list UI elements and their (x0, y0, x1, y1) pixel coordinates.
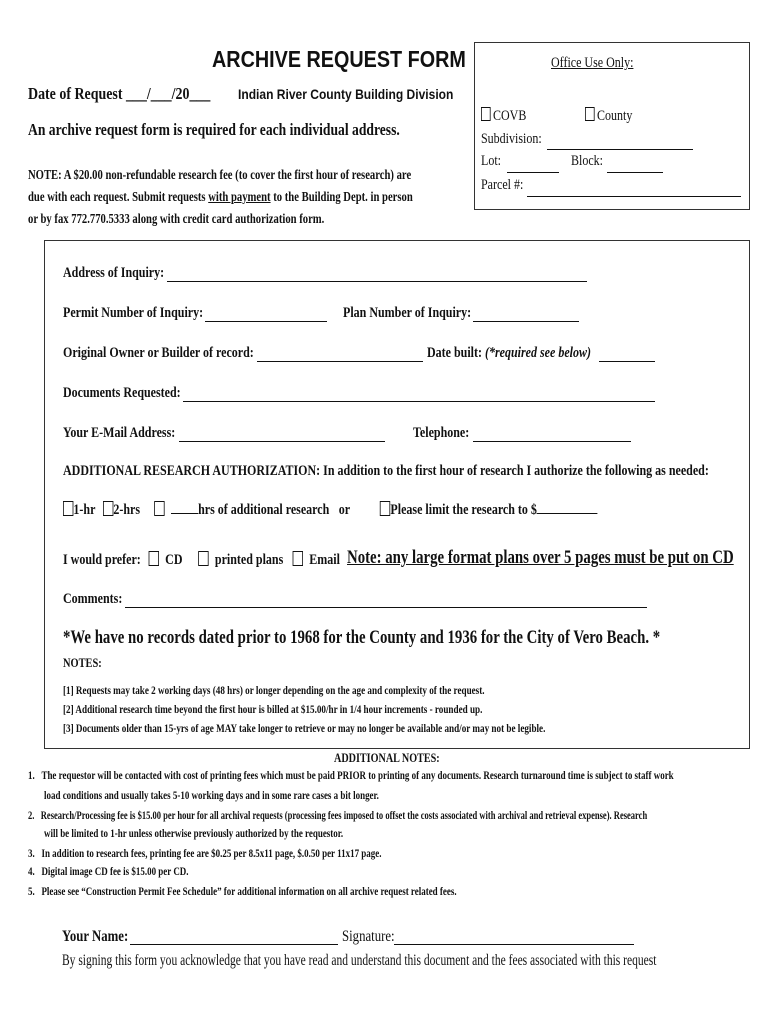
opt-1hr-checkbox[interactable] (63, 501, 73, 516)
lot-label: Lot: (481, 153, 501, 169)
date-built-label: Date built: (427, 345, 482, 361)
limit-amount-field[interactable] (537, 501, 598, 514)
additional-note-2 (28, 810, 770, 822)
note-number: 2. (28, 810, 35, 822)
telephone-label: Telephone: (413, 425, 470, 441)
note-line-2c: to the Building Dept. in person (270, 190, 413, 205)
additional-note-2-cont (44, 828, 428, 840)
subdivision-field[interactable] (547, 137, 693, 150)
additional-note-1 (28, 770, 770, 782)
date-built-field[interactable] (599, 349, 655, 362)
acknowledge-text: By signing this form you acknowledge that you have read and understand this document and the fees associated with this request (62, 952, 657, 969)
lot-field[interactable] (507, 160, 559, 173)
date-built-row (427, 345, 591, 362)
opt-2hrs-label: 2-hrs (113, 502, 141, 518)
block-label: Block: (571, 153, 603, 169)
owner-label: Original Owner or Builder of record: (63, 345, 254, 361)
additional-research-auth: ADDITIONAL RESEARCH AUTHORIZATION: In addition to the first hour of research I authorize the following as needed: (63, 463, 709, 479)
block-row (571, 153, 611, 170)
note-text: In addition to research fees, printing fee are $0.25 per 8.5x11 page, $.0.50 per 11x17 page. (41, 848, 382, 860)
covb-label: COVB (493, 108, 527, 124)
parcel-label: Parcel #: (481, 177, 524, 193)
division-name: Indian River County Building Division (238, 86, 454, 102)
note-line-3: or by fax 772.770.5333 along with credit card authorization form. (28, 212, 325, 227)
additional-note-3 (28, 848, 481, 860)
county-label: County (597, 108, 633, 124)
note-number: 3. (28, 848, 35, 860)
subdivision-label: Subdivision: (481, 131, 542, 147)
note-item: [3] Documents older than 15-yrs of age MAY take longer to retrieve or may no longer be available and/or may not be legible. (63, 721, 546, 735)
email-pref-label: Email (309, 552, 340, 568)
cd-label: CD (165, 552, 183, 568)
note-text: Digital image CD fee is $15.00 per CD. (41, 866, 189, 878)
note-text: The requestor will be contacted with cost of printing fees which must be paid PRIOR to printing of any documents. Research turnaround time is subject to staff work (41, 770, 674, 782)
prefer-label: I would prefer: (63, 552, 141, 568)
opt-2hrs-checkbox[interactable] (103, 501, 113, 516)
records-note: *We have no records dated prior to 1968 for the County and 1936 for the City of Vero Beach. * (63, 627, 661, 648)
lot-row (481, 153, 506, 170)
permit-field[interactable] (205, 309, 327, 322)
subdivision-row (481, 131, 557, 148)
note-item: [1] Requests may take 2 working days (48 hrs) or longer depending on the age and complexity of the request. (63, 683, 485, 697)
note-item: [2] Additional research time beyond the first hour is billed at $15.00/hr in 1/4 hour increments - rounded up. (63, 702, 483, 716)
opt-additional-label: hrs of additional research (198, 502, 330, 518)
signature-label: Signature: (342, 928, 395, 945)
address-field[interactable] (167, 269, 587, 282)
county-option[interactable] (585, 107, 632, 125)
limit-label: Please limit the research to $ (390, 502, 537, 518)
date-of-request: Date of Request ___/___/20___ (28, 84, 211, 103)
large-format-note: Note: any large format plans over 5 pages must be put on CD (347, 547, 734, 568)
note-line-2 (28, 190, 413, 206)
permit-label: Permit Number of Inquiry: (63, 305, 204, 321)
note-number: 1. (28, 770, 35, 782)
parcel-row (481, 177, 534, 194)
block-field[interactable] (607, 160, 663, 173)
office-use-box (474, 42, 750, 210)
limit-checkbox[interactable] (380, 501, 390, 516)
note-text: Please see “Construction Permit Fee Schedule” for additional information on all archive request related fees. (41, 886, 457, 898)
covb-checkbox[interactable] (481, 107, 491, 121)
form-title: ARCHIVE REQUEST FORM (212, 46, 466, 72)
owner-field[interactable] (257, 349, 423, 362)
note-number: 4. (28, 866, 35, 878)
plan-label: Plan Number of Inquiry: (343, 305, 472, 321)
additional-notes-title: ADDITIONAL NOTES: (334, 750, 440, 765)
note-with-payment: with payment (208, 190, 271, 205)
county-checkbox[interactable] (585, 107, 595, 121)
plan-field[interactable] (473, 309, 579, 322)
note-text: Research/Processing fee is $15.00 per hour for all archival requests (processing fees imposed to offset the costs associated with archival and retrieval expense). Research (40, 810, 648, 822)
address-label: Address of Inquiry: (63, 265, 165, 281)
comments-field[interactable] (125, 595, 647, 608)
printed-plans-label: printed plans (214, 552, 284, 568)
request-form-box (44, 240, 750, 749)
or-label: or (338, 502, 350, 518)
office-use-title: Office Use Only: (551, 55, 634, 71)
telephone-field[interactable] (473, 429, 631, 442)
your-name-field[interactable] (130, 932, 338, 945)
comments-label: Comments: (63, 591, 123, 607)
date-built-note: (*required see below) (485, 345, 591, 361)
printed-plans-checkbox[interactable] (198, 551, 208, 566)
opt-1hr-label: 1-hr (73, 502, 96, 518)
note-line-2a: due with each request. Submit requests (28, 190, 209, 205)
opt-additional-checkbox[interactable] (154, 501, 164, 516)
prefer-row (63, 551, 340, 569)
form-subtitle: An archive request form is required for each individual address. (28, 120, 400, 139)
your-name-label: Your Name: (62, 928, 129, 945)
additional-note-5 (28, 886, 577, 898)
documents-field[interactable] (183, 389, 655, 402)
documents-label: Documents Requested: (63, 385, 181, 401)
parcel-field[interactable] (527, 184, 741, 197)
research-options-row (63, 501, 598, 519)
note-number: 5. (28, 886, 35, 898)
signature-field[interactable] (394, 932, 634, 945)
email-field[interactable] (179, 429, 385, 442)
note-line-1: NOTE: A $20.00 non-refundable research fee (to cover the first hour of research) are (28, 168, 412, 183)
covb-option[interactable] (481, 107, 526, 125)
notes-label: NOTES: (63, 655, 102, 670)
additional-note-1-cont (44, 790, 473, 802)
note-text: load conditions and usually takes 5-10 working days and in some rare cases a bit longer. (44, 790, 379, 802)
additional-hours-field[interactable] (171, 501, 198, 514)
cd-checkbox[interactable] (149, 551, 159, 566)
email-pref-checkbox[interactable] (293, 551, 303, 566)
email-label: Your E-Mail Address: (63, 425, 176, 441)
note-text: will be limited to 1-hr unless otherwise previously authorized by the requestor. (44, 828, 344, 840)
additional-note-4 (28, 866, 234, 878)
